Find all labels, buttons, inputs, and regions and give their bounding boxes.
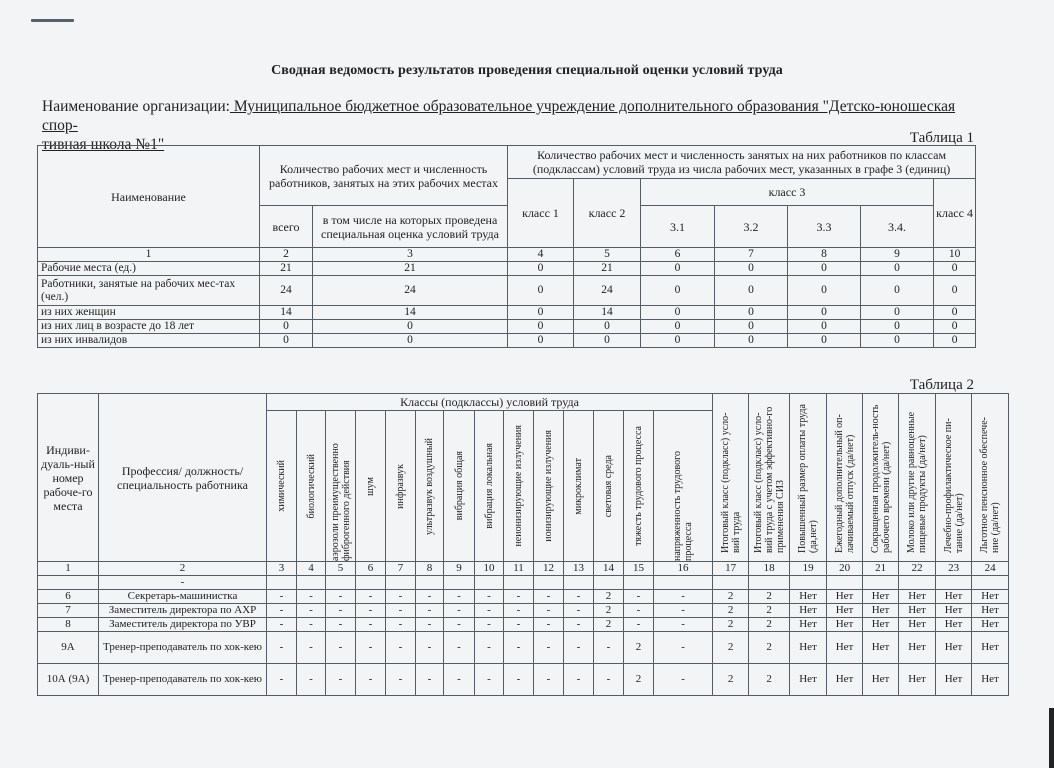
t2-header-factor: биологический	[305, 453, 317, 519]
t2-final-class-siz: 2	[749, 632, 790, 664]
t2-benefit-cell: Нет	[790, 618, 827, 632]
t2-header-factor: ионизирующие излучения	[543, 430, 554, 542]
t1-cell: 0	[508, 262, 574, 276]
t1-row-label: Рабочие места (ед.)	[38, 262, 260, 276]
t1-row	[38, 320, 976, 334]
t2-empty-cell	[564, 576, 594, 590]
t2-factor-cell: -	[654, 632, 713, 664]
col-number: 24	[972, 562, 1009, 576]
t2-empty-cell	[504, 576, 534, 590]
t2-factor-cell: -	[326, 618, 356, 632]
t2-benefit-cell: Нет	[827, 664, 863, 696]
t2-factor-cell: -	[654, 618, 713, 632]
t2-empty-cell	[267, 576, 297, 590]
t2-benefit-cell: Нет	[863, 632, 899, 664]
t1-row	[38, 334, 976, 348]
t2-factor-cell: -	[386, 632, 416, 664]
t1-cell: 0	[788, 262, 861, 276]
t1-row	[38, 276, 976, 306]
t1-cell: 0	[508, 306, 574, 320]
col-number: 9	[444, 562, 475, 576]
t2-factor-cell: -	[504, 604, 534, 618]
t1-cell: 0	[715, 320, 788, 334]
t2-header-factor: микроклимат	[573, 457, 584, 515]
t2-section-profession: -	[99, 576, 267, 590]
t2-row	[38, 590, 1009, 604]
t2-empty-cell	[936, 576, 972, 590]
t1-cell: 0	[861, 320, 934, 334]
t1-cell: 14	[574, 306, 641, 320]
t1-cell: 24	[574, 276, 641, 306]
t1-cell: 0	[861, 334, 934, 348]
col-number: 15	[624, 562, 654, 576]
t2-row-id: 6	[38, 590, 99, 604]
t1-cell: 21	[574, 262, 641, 276]
t1-cell: 0	[574, 320, 641, 334]
t2-row-id: 8	[38, 618, 99, 632]
t2-factor-cell: -	[564, 664, 594, 696]
scan-edge	[1049, 708, 1054, 768]
t1-cell: 24	[313, 276, 508, 306]
t2-empty-cell	[356, 576, 386, 590]
t1-header-counts: Количество рабочих мест и численность работников, занятых на этих рабочих местах	[260, 146, 508, 206]
col-number: 12	[534, 562, 564, 576]
t1-cell: 24	[260, 276, 313, 306]
col-number: 13	[564, 562, 594, 576]
t2-benefit-cell: Нет	[790, 632, 827, 664]
t1-header-c31: 3.1	[641, 206, 715, 248]
t1-cell: 0	[715, 334, 788, 348]
t2-final-class: 2	[713, 604, 749, 618]
t1-cell: 0	[788, 306, 861, 320]
t1-cell: 21	[260, 262, 313, 276]
t1-row-label: из них лиц в возрасте до 18 лет	[38, 320, 260, 334]
t1-cell: 0	[934, 306, 976, 320]
t2-empty-cell	[654, 576, 713, 590]
t2-benefit-cell: Нет	[827, 590, 863, 604]
t2-factor-cell: -	[356, 590, 386, 604]
t2-factor-cell: -	[356, 632, 386, 664]
col-number: 18	[749, 562, 790, 576]
t2-empty-cell	[713, 576, 749, 590]
t2-final-class: 2	[713, 618, 749, 632]
t2-benefit-cell: Нет	[936, 632, 972, 664]
t2-factor-cell: -	[534, 590, 564, 604]
col-number: 17	[713, 562, 749, 576]
t2-factor-cell: -	[475, 664, 504, 696]
t1-header-total: всего	[260, 206, 313, 248]
t2-factor-cell: -	[564, 632, 594, 664]
t2-factor-cell: -	[297, 664, 326, 696]
t2-row-id: 10А (9А)	[38, 664, 99, 696]
t2-factor-cell: -	[416, 590, 444, 604]
t2-factor-cell: -	[534, 618, 564, 632]
col-number: 23	[936, 562, 972, 576]
t2-benefit-cell: Нет	[827, 618, 863, 632]
t2-header-factor: тяжесть трудового процесса	[633, 426, 644, 546]
t1-cell: 0	[641, 262, 715, 276]
col-number: 1	[38, 562, 99, 576]
table2-workplaces	[37, 393, 1009, 696]
t2-factor-cell: -	[594, 664, 624, 696]
org-label: Наименование организации:	[42, 98, 230, 115]
t1-cell: 0	[508, 320, 574, 334]
t2-empty-cell	[749, 576, 790, 590]
t1-header-class1: класс 1	[508, 179, 574, 248]
t1-cell: 14	[260, 306, 313, 320]
t2-header-id: Индиви-дуаль-ный номер рабоче-го места	[38, 394, 99, 562]
t1-cell: 0	[260, 334, 313, 348]
t2-factor-cell: -	[504, 590, 534, 604]
col-number: 11	[504, 562, 534, 576]
t2-factor-cell: -	[326, 604, 356, 618]
col-number: 1	[38, 248, 260, 262]
t2-final-class-siz: 2	[749, 590, 790, 604]
document-title: Сводная ведомость результатов проведения специальной оценки условий труда	[271, 63, 783, 78]
col-number: 7	[715, 248, 788, 262]
t1-header-class2: класс 2	[574, 179, 641, 248]
t2-factor-cell: -	[326, 664, 356, 696]
t2-factor-cell: -	[534, 664, 564, 696]
t2-benefit-cell: Нет	[899, 604, 936, 618]
t2-benefit-cell: Нет	[790, 604, 827, 618]
t2-benefit-cell: Нет	[899, 632, 936, 664]
col-number: 8	[788, 248, 861, 262]
col-number: 7	[386, 562, 416, 576]
t2-header-profession: Профессия/ должность/ специальность работника	[99, 394, 267, 562]
t2-factor-cell: -	[475, 604, 504, 618]
col-number: 14	[594, 562, 624, 576]
table1-caption: Таблица 1	[909, 130, 974, 146]
t2-benefit-cell: Нет	[863, 618, 899, 632]
t2-factor-cell: -	[564, 604, 594, 618]
t2-factor-cell: -	[416, 618, 444, 632]
t2-factor-cell: 2	[624, 664, 654, 696]
t2-factor-cell: 2	[594, 618, 624, 632]
t2-section-row	[38, 576, 1009, 590]
col-number: 10	[475, 562, 504, 576]
scan-mark	[31, 19, 74, 22]
t2-benefit-cell: Нет	[972, 632, 1009, 664]
col-number: 16	[654, 562, 713, 576]
t1-cell: 0	[313, 320, 508, 334]
t2-row-profession: Тренер-преподаватель по хок-кею	[99, 664, 267, 696]
t2-factor-cell: -	[267, 604, 297, 618]
t2-row-id: 9А	[38, 632, 99, 664]
t2-factor-cell: -	[267, 618, 297, 632]
t2-factor-cell: -	[504, 632, 534, 664]
t2-empty-cell	[534, 576, 564, 590]
t2-row	[38, 664, 1009, 696]
t1-cell: 0	[641, 334, 715, 348]
t2-factor-cell: -	[416, 664, 444, 696]
t2-final-class: 2	[713, 632, 749, 664]
t2-header-factor: вибрация общая	[453, 451, 465, 521]
t2-factor-cell: -	[654, 604, 713, 618]
t1-header-c32: 3.2	[715, 206, 788, 248]
table2-caption: Таблица 2	[909, 377, 974, 393]
t2-header-factor: аэрозоли преимущественно фиброгенного действия	[329, 443, 352, 561]
t1-cell: 0	[641, 306, 715, 320]
t2-header-classes: Классы (подклассы) условий труда	[267, 394, 713, 411]
t2-benefit-cell: Нет	[936, 618, 972, 632]
t1-cell: 0	[715, 306, 788, 320]
t2-header-factor: неионизирующие излучения	[513, 425, 524, 547]
col-number: 9	[861, 248, 934, 262]
t2-row-profession: Заместитель директора по УВР	[99, 618, 267, 632]
t2-benefit-cell: Нет	[863, 604, 899, 618]
t2-factor-cell: -	[475, 590, 504, 604]
t2-benefit-cell: Нет	[972, 618, 1009, 632]
t2-empty-cell	[594, 576, 624, 590]
t2-benefit-cell: Нет	[863, 590, 899, 604]
col-number: 2	[260, 248, 313, 262]
org-name-line2: тивная школа №1"	[42, 136, 165, 153]
t2-factor-cell: 2	[594, 604, 624, 618]
t2-header-factor: световая среда	[603, 454, 614, 518]
t2-factor-cell: -	[534, 604, 564, 618]
t1-row-label: из них женщин	[38, 306, 260, 320]
t2-section-id	[38, 576, 99, 590]
t2-benefit-cell: Нет	[972, 664, 1009, 696]
t2-benefit-cell: Нет	[863, 664, 899, 696]
t1-cell: 0	[260, 320, 313, 334]
t2-header-milk: Молоко или другие равноценные пищевые продукты (да/нет)	[906, 411, 929, 553]
t1-cell: 0	[934, 262, 976, 276]
t2-empty-cell	[899, 576, 936, 590]
t2-benefit-cell: Нет	[936, 664, 972, 696]
col-number: 19	[790, 562, 827, 576]
t2-factor-cell: -	[654, 664, 713, 696]
t2-header-final-class-siz: Итоговый класс (подкласс) усло-вий труда с учетом эффективно-го применения СИЗ	[752, 406, 786, 553]
t2-factor-cell: -	[564, 618, 594, 632]
t2-final-class: 2	[713, 590, 749, 604]
t2-factor-cell: -	[624, 590, 654, 604]
t2-factor-cell: -	[297, 618, 326, 632]
t2-factor-cell: -	[475, 632, 504, 664]
t2-factor-cell: -	[297, 604, 326, 618]
t2-row	[38, 618, 1009, 632]
t2-factor-cell: -	[267, 664, 297, 696]
t1-cell: 0	[641, 320, 715, 334]
t1-header-c34: 3.4.	[861, 206, 934, 248]
col-number: 20	[827, 562, 863, 576]
t2-header-higher-pay: Повышенный размер оплаты труда (да,нет)	[797, 403, 820, 553]
t2-row-profession: Заместитель директора по АХР	[99, 604, 267, 618]
t1-cell: 0	[508, 334, 574, 348]
t2-factor-cell: -	[416, 604, 444, 618]
t1-cell: 0	[861, 276, 934, 306]
t2-factor-cell: -	[386, 590, 416, 604]
col-number: 3	[267, 562, 297, 576]
t1-cell: 0	[861, 306, 934, 320]
t2-header-factor: вибрация локальная	[483, 443, 495, 529]
t1-header-class3: класс 3	[641, 179, 934, 206]
table1-summary	[37, 145, 976, 348]
t2-factor-cell: 2	[624, 632, 654, 664]
t2-benefit-cell: Нет	[936, 590, 972, 604]
col-number: 2	[99, 562, 267, 576]
t2-header-factor: ультразвук воздушный	[424, 437, 435, 535]
t2-header-final-class: Итоговый класс (подкласс) усло-вий труда	[719, 411, 742, 553]
t2-factor-cell: -	[444, 604, 475, 618]
t1-cell: 0	[934, 320, 976, 334]
t2-factor-cell: -	[267, 590, 297, 604]
t2-factor-cell: -	[624, 618, 654, 632]
t2-empty-cell	[386, 576, 416, 590]
t1-header-c33: 3.3	[788, 206, 861, 248]
t1-cell: 0	[715, 276, 788, 306]
t1-cell: 0	[788, 320, 861, 334]
col-number: 4	[297, 562, 326, 576]
t2-factor-cell: -	[386, 604, 416, 618]
t2-final-class-siz: 2	[749, 664, 790, 696]
t2-benefit-cell: Нет	[972, 590, 1009, 604]
t1-cell: 0	[313, 334, 508, 348]
t1-cell: 0	[508, 276, 574, 306]
t1-row-label: из них инвалидов	[38, 334, 260, 348]
t1-cell: 0	[641, 276, 715, 306]
t1-cell: 0	[788, 334, 861, 348]
t1-header-classes: Количество рабочих мест и численность занятых на них работников по классам (подклассам) условий труда из числа рабочих мест, указанных в графе 3 (единиц)	[508, 146, 976, 179]
t2-empty-cell	[475, 576, 504, 590]
t1-row	[38, 262, 976, 276]
t2-factor-cell: -	[654, 590, 713, 604]
t2-benefit-cell: Нет	[899, 664, 936, 696]
t2-row-profession: Секретарь-машинистка	[99, 590, 267, 604]
t1-row	[38, 306, 976, 320]
t2-header-factor: химический	[276, 460, 287, 512]
t2-factor-cell: -	[594, 632, 624, 664]
t1-header-name: Наименование	[38, 146, 260, 248]
t2-header-short-hours: Сокращенная продолжитель-ность рабочего времени (да/нет)	[869, 404, 892, 553]
t2-benefit-cell: Нет	[899, 618, 936, 632]
t2-final-class: 2	[713, 664, 749, 696]
col-number: 21	[863, 562, 899, 576]
col-number: 6	[641, 248, 715, 262]
t2-row	[38, 632, 1009, 664]
col-number: 3	[313, 248, 508, 262]
t2-row-id: 7	[38, 604, 99, 618]
t2-factor-cell: -	[267, 632, 297, 664]
col-number: 5	[326, 562, 356, 576]
t1-cell: 0	[934, 334, 976, 348]
t2-final-class-siz: 2	[749, 604, 790, 618]
t2-factor-cell: -	[444, 590, 475, 604]
t1-cell: 0	[861, 262, 934, 276]
t2-factor-cell: -	[504, 664, 534, 696]
col-number: 6	[356, 562, 386, 576]
t2-header-extra-leave: Ежегодный дополнительный оп-лачиваемый отпуск (да/нет)	[833, 413, 856, 553]
t2-factor-cell: 2	[594, 590, 624, 604]
t2-factor-cell: -	[386, 664, 416, 696]
t2-benefit-cell: Нет	[827, 632, 863, 664]
t2-empty-cell	[972, 576, 1009, 590]
t1-cell: 21	[313, 262, 508, 276]
t2-benefit-cell: Нет	[972, 604, 1009, 618]
t2-factor-cell: -	[297, 590, 326, 604]
t2-header-factor: шум	[365, 476, 376, 496]
t2-factor-cell: -	[297, 632, 326, 664]
t2-final-class-siz: 2	[749, 618, 790, 632]
t2-factor-cell: -	[326, 590, 356, 604]
col-number: 8	[416, 562, 444, 576]
t2-empty-cell	[624, 576, 654, 590]
t2-column-numbers	[38, 562, 1009, 576]
t2-factor-cell: -	[624, 604, 654, 618]
t1-header-class4: класс 4	[934, 179, 976, 248]
t1-header-assessed: в том числе на которых проведена специальная оценка условий труда	[313, 206, 508, 248]
t2-factor-cell: -	[564, 590, 594, 604]
t2-header-factor: напряженность трудового процесса	[672, 451, 695, 561]
t2-empty-cell	[297, 576, 326, 590]
t2-benefit-cell: Нет	[936, 604, 972, 618]
t2-empty-cell	[416, 576, 444, 590]
t2-factor-cell: -	[386, 618, 416, 632]
col-number: 4	[508, 248, 574, 262]
t2-row	[38, 604, 1009, 618]
t2-factor-cell: -	[416, 632, 444, 664]
t1-cell: 0	[788, 276, 861, 306]
col-number: 10	[934, 248, 976, 262]
t2-empty-cell	[827, 576, 863, 590]
col-number: 22	[899, 562, 936, 576]
t2-factor-cell: -	[504, 618, 534, 632]
t2-factor-cell: -	[356, 604, 386, 618]
t1-cell: 0	[574, 334, 641, 348]
t2-factor-cell: -	[356, 618, 386, 632]
t2-factor-cell: -	[444, 618, 475, 632]
t2-benefit-cell: Нет	[790, 590, 827, 604]
t2-empty-cell	[863, 576, 899, 590]
org-name-line1: Муниципальное бюджетное образовательное учреждение дополнительного образования "Детско-юношеская спор-	[42, 98, 956, 134]
t2-empty-cell	[444, 576, 475, 590]
t1-cell: 0	[934, 276, 976, 306]
t1-row-label: Работники, занятые на рабочих мес-тах (чел.)	[38, 276, 260, 306]
t2-factor-cell: -	[444, 664, 475, 696]
t1-column-numbers	[38, 248, 976, 262]
t1-cell: 14	[313, 306, 508, 320]
t2-factor-cell: -	[356, 664, 386, 696]
t2-benefit-cell: Нет	[827, 604, 863, 618]
t2-factor-cell: -	[444, 632, 475, 664]
t2-empty-cell	[790, 576, 827, 590]
t2-factor-cell: -	[475, 618, 504, 632]
t1-cell: 0	[715, 262, 788, 276]
t2-factor-cell: -	[326, 632, 356, 664]
t2-row-profession: Тренер-преподаватель по хок-кею	[99, 632, 267, 664]
t2-header-therapeutic-food: Лечебно-профилактическое пи-тание (да/нет)	[942, 417, 965, 553]
t2-benefit-cell: Нет	[790, 664, 827, 696]
t2-empty-cell	[326, 576, 356, 590]
t2-header-factor: инфразвук	[395, 463, 406, 509]
t2-header-pension: Льготное пенсионное обеспече-ние (да/нет)	[979, 416, 1002, 553]
t2-factor-cell: -	[534, 632, 564, 664]
col-number: 5	[574, 248, 641, 262]
t2-benefit-cell: Нет	[899, 590, 936, 604]
